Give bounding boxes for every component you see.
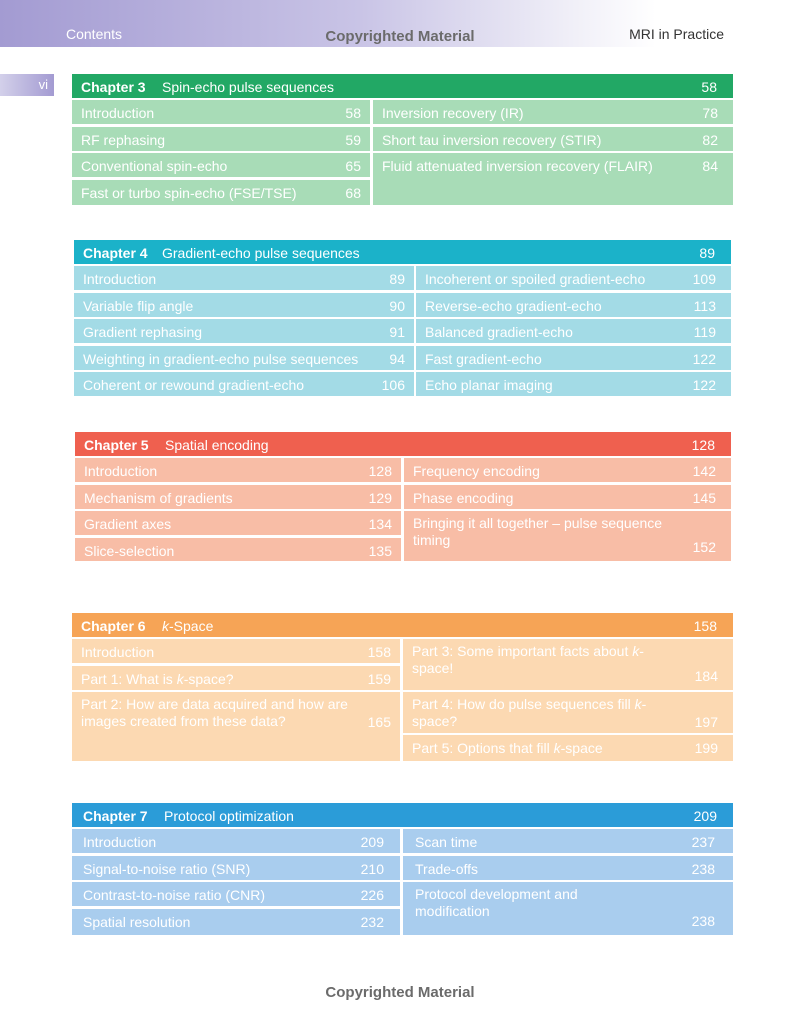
chapter-title: Spin-echo pulse sequences: [162, 79, 335, 95]
toc-entry[interactable]: Part 4: How do pulse sequences fill k-space? 197: [403, 692, 733, 733]
toc-entry[interactable]: Part 5: Options that fill k-space 199: [403, 735, 733, 761]
chapter-4-right-column: [416, 266, 731, 396]
chapter-page: 89: [699, 245, 715, 261]
toc-entry[interactable]: Part 3: Some important facts about k-space! 184: [403, 639, 733, 690]
toc-entry[interactable]: Coherent or rewound gradient-echo 106: [74, 372, 414, 396]
chapter-7-header[interactable]: [72, 803, 733, 827]
chapter-7-right-column: [403, 829, 733, 935]
toc-entry[interactable]: Protocol development and modification 238: [403, 882, 733, 935]
chapter-7-left-column: [72, 829, 400, 935]
toc-entry[interactable]: Scan time 237: [403, 829, 733, 853]
chapter-3-header[interactable]: [72, 74, 733, 98]
header-contents: Contents: [66, 26, 123, 42]
toc-entry[interactable]: Introduction 58: [72, 100, 370, 124]
chapter-5-right-column: [404, 458, 731, 561]
footer-copyright: Copyrighted Material: [325, 984, 475, 1001]
chapter-page: 58: [701, 79, 717, 95]
chapter-4-left-column: [74, 266, 414, 396]
chapter-label: Chapter 4: [83, 245, 148, 261]
chapter-7: [72, 803, 733, 935]
header-copyright: Copyrighted Material: [325, 28, 475, 45]
chapter-page: 128: [691, 437, 715, 453]
chapter-title: Protocol optimization: [164, 808, 294, 824]
toc-entry[interactable]: Frequency encoding 142: [404, 458, 731, 482]
chapter-5-left-column: [75, 458, 401, 561]
toc-entry[interactable]: Short tau inversion recovery (STIR) 82: [373, 127, 733, 151]
chapter-title: Spatial encoding: [165, 437, 269, 453]
toc-entry[interactable]: Phase encoding 145: [404, 485, 731, 509]
toc-entry[interactable]: Fast or turbo spin-echo (FSE/TSE) 68: [72, 180, 370, 205]
chapter-label: Chapter 7: [83, 808, 148, 824]
chapter-label: Chapter 5: [84, 437, 149, 453]
toc-entry[interactable]: Inversion recovery (IR) 78: [373, 100, 733, 124]
toc-entry[interactable]: Reverse-echo gradient-echo 113: [416, 293, 731, 317]
chapter-6-left-column: [72, 639, 400, 761]
chapter-page: 209: [693, 808, 717, 824]
header-book-title: MRI in Practice: [629, 26, 724, 42]
toc-entry[interactable]: Part 1: What is k-space? 159: [72, 666, 400, 690]
chapter-label: Chapter 6: [81, 618, 146, 634]
toc-entry[interactable]: Conventional spin-echo 65: [72, 153, 370, 177]
toc-entry[interactable]: Introduction 89: [74, 266, 414, 290]
chapter-title: k-Space: [162, 618, 214, 634]
chapter-6-right-column: [403, 639, 733, 761]
toc-entry[interactable]: Introduction 209: [72, 829, 400, 853]
toc-entry[interactable]: Trade-offs 238: [403, 856, 733, 880]
chapter-3: [72, 74, 733, 205]
page-number-tab: [0, 74, 54, 96]
chapter-6: [72, 613, 733, 761]
chapter-page: 158: [693, 618, 717, 634]
chapter-6-header[interactable]: [72, 613, 733, 637]
toc-entry[interactable]: Signal-to-noise ratio (SNR) 210: [72, 856, 400, 880]
chapter-label: Chapter 3: [81, 79, 146, 95]
toc-entry[interactable]: Balanced gradient-echo 119: [416, 319, 731, 343]
chapter-3-right-column: [373, 100, 733, 205]
chapter-3-left-column: [72, 100, 370, 205]
toc-entry[interactable]: Introduction 158: [72, 639, 400, 663]
toc-entry[interactable]: Slice-selection 135: [75, 538, 401, 561]
chapter-4-header[interactable]: [74, 240, 731, 264]
toc-entry[interactable]: Fast gradient-echo 122: [416, 346, 731, 370]
toc-entry[interactable]: Contrast-to-noise ratio (CNR) 226: [72, 882, 400, 906]
toc-entry[interactable]: Mechanism of gradients 129: [75, 485, 401, 509]
toc-entry[interactable]: Introduction 128: [75, 458, 401, 482]
toc-entry[interactable]: Part 2: How are data acquired and how are images created from these data? 165: [72, 692, 400, 761]
toc-entry[interactable]: Gradient axes 134: [75, 511, 401, 535]
toc-entry[interactable]: Incoherent or spoiled gradient-echo 109: [416, 266, 731, 290]
toc-entry[interactable]: Spatial resolution 232: [72, 909, 400, 935]
toc-entry[interactable]: Echo planar imaging 122: [416, 372, 731, 396]
toc-entry[interactable]: Weighting in gradient-echo pulse sequences 94: [74, 346, 414, 370]
toc-entry[interactable]: Bringing it all together – pulse sequence timing 152: [404, 511, 731, 561]
chapter-title: Gradient-echo pulse sequences: [162, 245, 360, 261]
chapter-4: [74, 240, 731, 396]
page-number: vi: [38, 77, 48, 92]
toc-entry[interactable]: Variable flip angle 90: [74, 293, 414, 317]
chapter-5: [75, 432, 731, 561]
toc-entry[interactable]: Fluid attenuated inversion recovery (FLAIR) 84: [373, 153, 733, 205]
chapter-5-header[interactable]: [75, 432, 731, 456]
toc-entry[interactable]: RF rephasing 59: [72, 127, 370, 151]
toc-entry[interactable]: Gradient rephasing 91: [74, 319, 414, 343]
